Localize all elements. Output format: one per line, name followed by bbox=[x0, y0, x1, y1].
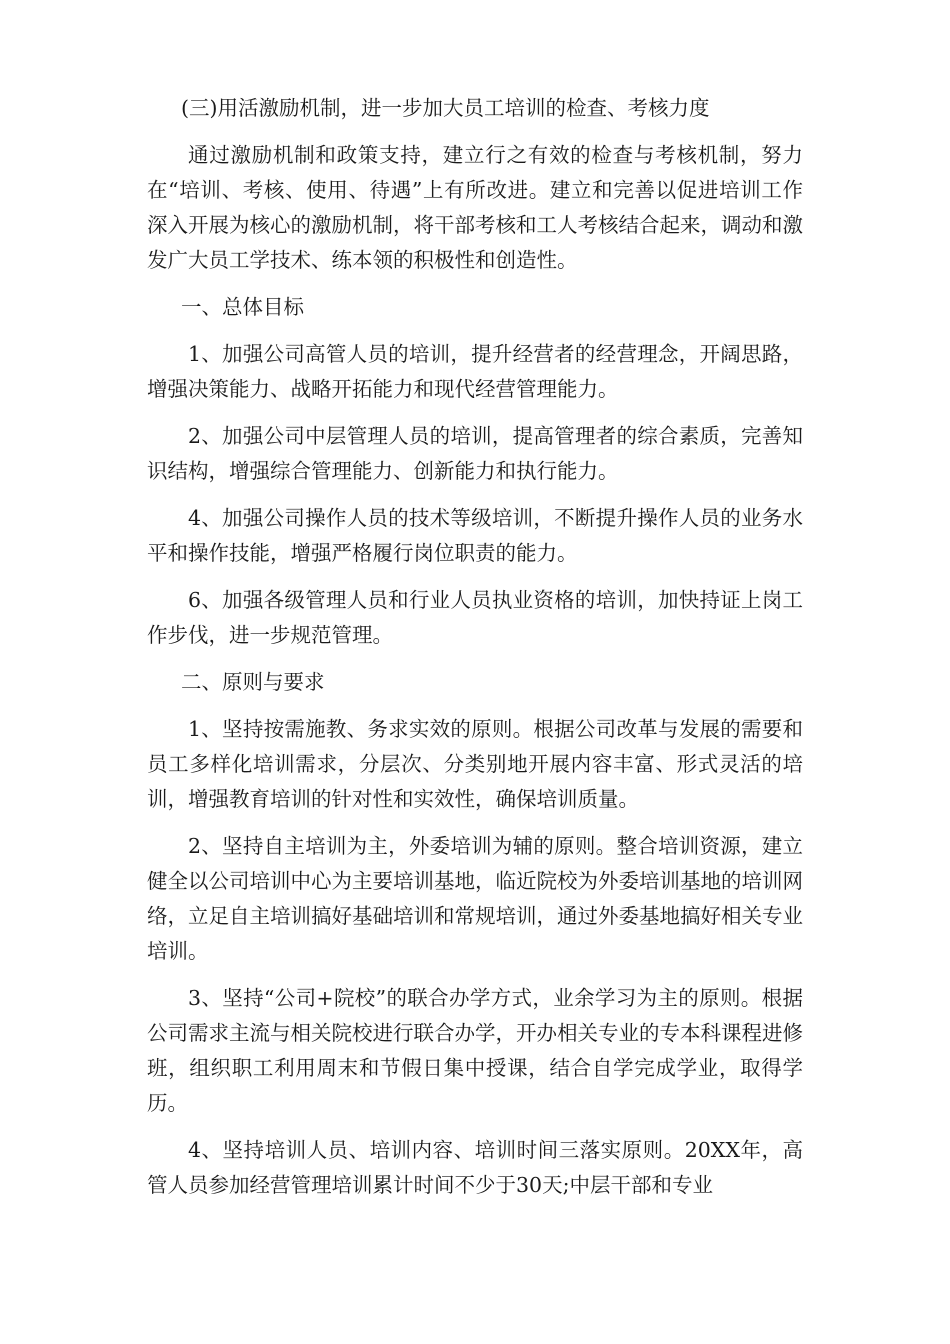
goal-item-1: 1、加强公司高管人员的培训，提升经营者的经营理念，开阔思路，增强决策能力、战略开拓能力和现代经营管理能力。 bbox=[147, 342, 803, 401]
goal-item-6: 6、加强各级管理人员和行业人员执业资格的培训，加快持证上岗工作步伐，进一步规范管理。 bbox=[147, 588, 803, 647]
section-heading-principles: 二、原则与要求 bbox=[181, 670, 325, 694]
document-body bbox=[147, 91, 803, 1215]
section-heading-incentive: (三)用活激励机制，进一步加大员工培训的检查、考核力度 bbox=[181, 96, 710, 120]
paragraph-incentive: 通过激励机制和政策支持，建立行之有效的检查与考核机制，努力在“培训、考核、使用、待遇”上有所改进。建立和完善以促进培训工作深入开展为核心的激励机制，将干部考核和工人考核结合起来，调动和激发广大员工学技术、练本领的积极性和创造性。 bbox=[147, 143, 803, 272]
principle-item-1: 1、坚持按需施教、务求实效的原则。根据公司改革与发展的需要和员工多样化培训需求，分层次、分类别地开展内容丰富、形式灵活的培训，增强教育培训的针对性和实效性，确保培训质量。 bbox=[147, 717, 803, 811]
goal-item-2: 2、加强公司中层管理人员的培训，提高管理者的综合素质，完善知识结构，增强综合管理能力、创新能力和执行能力。 bbox=[147, 424, 803, 483]
principle-item-4: 4、坚持培训人员、培训内容、培训时间三落实原则。20XX年，高管人员参加经营管理培训累计时间不少于30天;中层干部和专业 bbox=[147, 1138, 803, 1197]
section-heading-overall-goals: 一、总体目标 bbox=[181, 295, 304, 319]
goal-item-4: 4、加强公司操作人员的技术等级培训，不断提升操作人员的业务水平和操作技能，增强严格履行岗位职责的能力。 bbox=[147, 506, 803, 565]
principle-item-3: 3、坚持“公司+院校”的联合办学方式，业余学习为主的原则。根据公司需求主流与相关院校进行联合办学，开办相关专业的专本科课程进修班，组织职工利用周末和节假日集中授课，结合自学完成学业，取得学历。 bbox=[147, 986, 803, 1115]
principle-item-2: 2、坚持自主培训为主，外委培训为辅的原则。整合培训资源，建立健全以公司培训中心为主要培训基地，临近院校为外委培训基地的培训网络，立足自主培训搞好基础培训和常规培训，通过外委基地搞好相关专业培训。 bbox=[147, 834, 803, 963]
